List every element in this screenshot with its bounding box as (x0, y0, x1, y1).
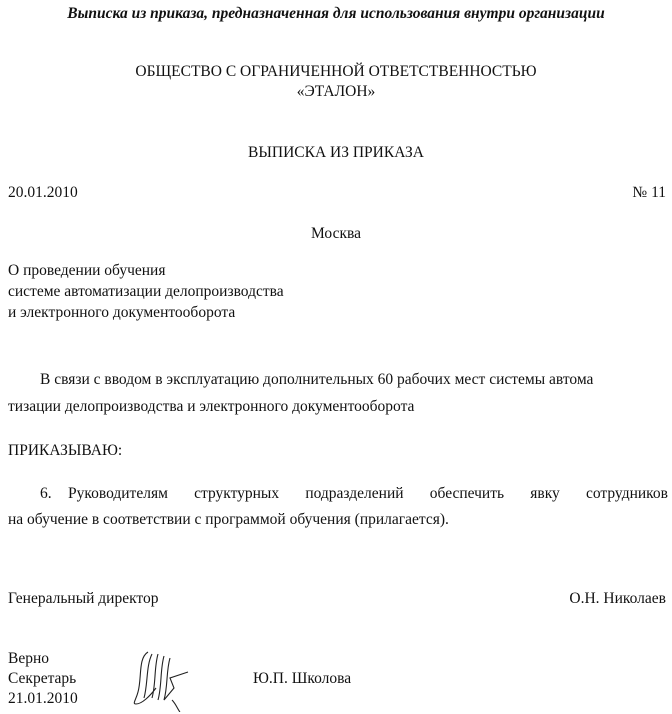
document-date: 20.01.2010 (8, 184, 78, 201)
subject-line: О проведении обучения (8, 262, 166, 279)
preamble-line: В связи с вводом в эксплуатацию дополнительных 60 рабочих мест системы автома (40, 371, 594, 388)
header-note: Выписка из приказа, предназначенная для использования внутри организации (67, 5, 605, 22)
preamble-line: тизации делопроизводства и электронного документооборота (8, 398, 415, 415)
certification-verified: Верно (8, 650, 50, 667)
city: Москва (311, 225, 361, 242)
certifier-name: Ю.П. Школова (253, 670, 352, 687)
signer-position: Генеральный директор (8, 590, 159, 607)
document-title: ВЫПИСКА ИЗ ПРИКАЗА (248, 144, 424, 161)
item-number: 6. (40, 485, 52, 502)
subject-line: и электронного документооборота (8, 304, 236, 321)
document-number: № 11 (632, 184, 666, 201)
certification-date: 21.01.2010 (8, 690, 78, 707)
item-line: на обучение в соответствии с программой обучения (прилагается). (8, 511, 449, 528)
certification-position: Секретарь (8, 670, 77, 687)
subject-line: системе автоматизации делопроизводства (8, 283, 284, 300)
order-word: ПРИКАЗЫВАЮ: (8, 442, 123, 459)
organization-short-name: «ЭТАЛОН» (296, 83, 376, 100)
item-line: Руководителям структурных подразделений обеспечить явку сотрудников (68, 485, 668, 502)
organization-name: ОБЩЕСТВО С ОГРАНИЧЕННОЙ ОТВЕТСТВЕННОСТЬЮ (135, 63, 537, 80)
handwritten-signature (128, 648, 200, 712)
signer-name: О.Н. Николаев (569, 590, 666, 607)
